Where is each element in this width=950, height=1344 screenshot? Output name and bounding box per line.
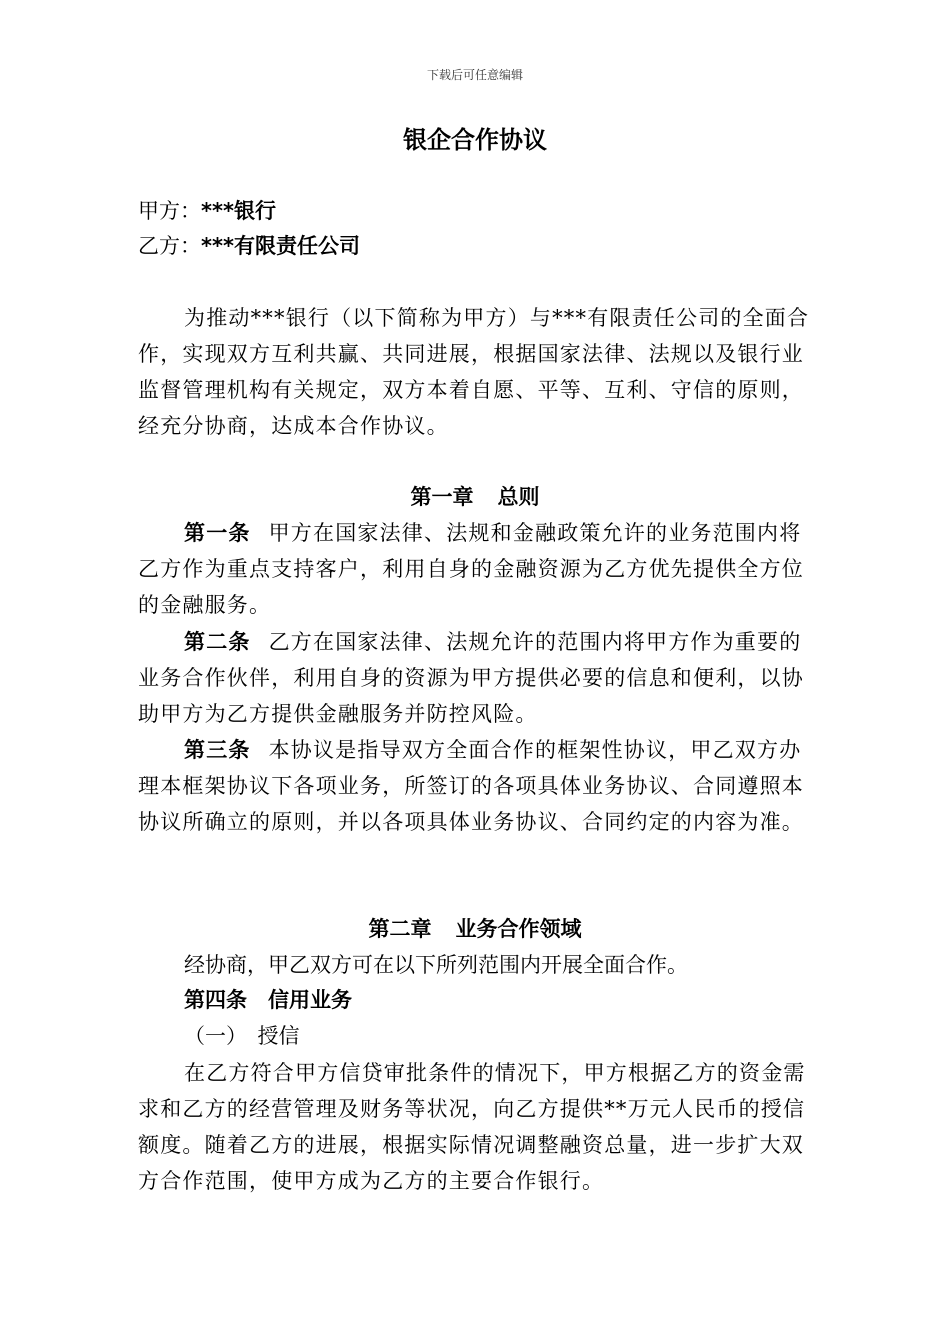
party-b-label: 乙方： [138,234,201,258]
subsection-1-paragraph: 在乙方符合甲方信贷审批条件的情况下，甲方根据乙方的资金需求和乙方的经营管理及财务等状况，向乙方提供**万元人民币的授信额度。随着乙方的进展，根据实际情况调整融资总量，进一步扩大双方合作范围，使甲方成为乙方的主要合作银行。 [138,1061,806,1193]
article-2-text: 乙方在国家法律、法规允许的范围内将甲方作为重要的业务合作伙伴，利用自身的资源为甲方提供必要的信息和便利，以协助甲方为乙方提供金融服务并防控风险。 [138,630,804,726]
document-title: 银企合作协议 [403,126,547,154]
article-1-text: 甲方在国家法律、法规和金融政策允许的业务范围内将乙方作为重点支持客户，利用自身的金融资源为乙方优先提供全方位的金融服务。 [138,521,804,617]
preamble-paragraph: 为推动***银行（以下简称为甲方）与***有限责任公司的全面合作，实现双方互利共赢、共同进展，根据国家法律、法规以及银行业监督管理机构有关规定，双方本着自愿、平等、互利、守信的原则，经充分协商，达成本合作协议。 [138,306,810,438]
party-a-label: 甲方： [138,199,201,223]
party-a-name: ***银行 [201,199,276,223]
chapter-2-title: 业务合作领域 [455,917,582,941]
article-3-text: 本协议是指导双方全面合作的框架性协议，甲乙双方办理本框架协议下各项业务，所签订的各项具体业务协议、合同遵照本协议所确立的原则，并以各项具体业务协议、合同约定的内容为准。 [138,738,804,834]
article-2-label: 第二条 [184,630,251,654]
chapter-1-number: 第一章 [410,485,474,509]
chapter-1-heading [0,480,950,514]
subsection-1-heading: （一） 授信 [184,1024,300,1048]
article-3-label: 第三条 [184,738,251,762]
chapter-2-number: 第二章 [368,917,432,941]
article-1 [138,515,816,623]
article-4-heading: 第四条 信用业务 [184,988,352,1012]
party-b-name: ***有限责任公司 [201,234,360,258]
chapter-2-intro: 经协商，甲乙双方可在以下所列范围内开展全面合作。 [184,953,688,977]
article-1-label: 第一条 [184,521,251,545]
party-a [138,194,276,228]
article-2 [138,624,816,732]
chapter-2-heading [0,912,950,946]
chapter-1-title: 总则 [497,485,540,509]
header-note: 下载后可任意编辑 [426,68,523,82]
article-3 [138,732,816,840]
party-b [138,229,360,263]
